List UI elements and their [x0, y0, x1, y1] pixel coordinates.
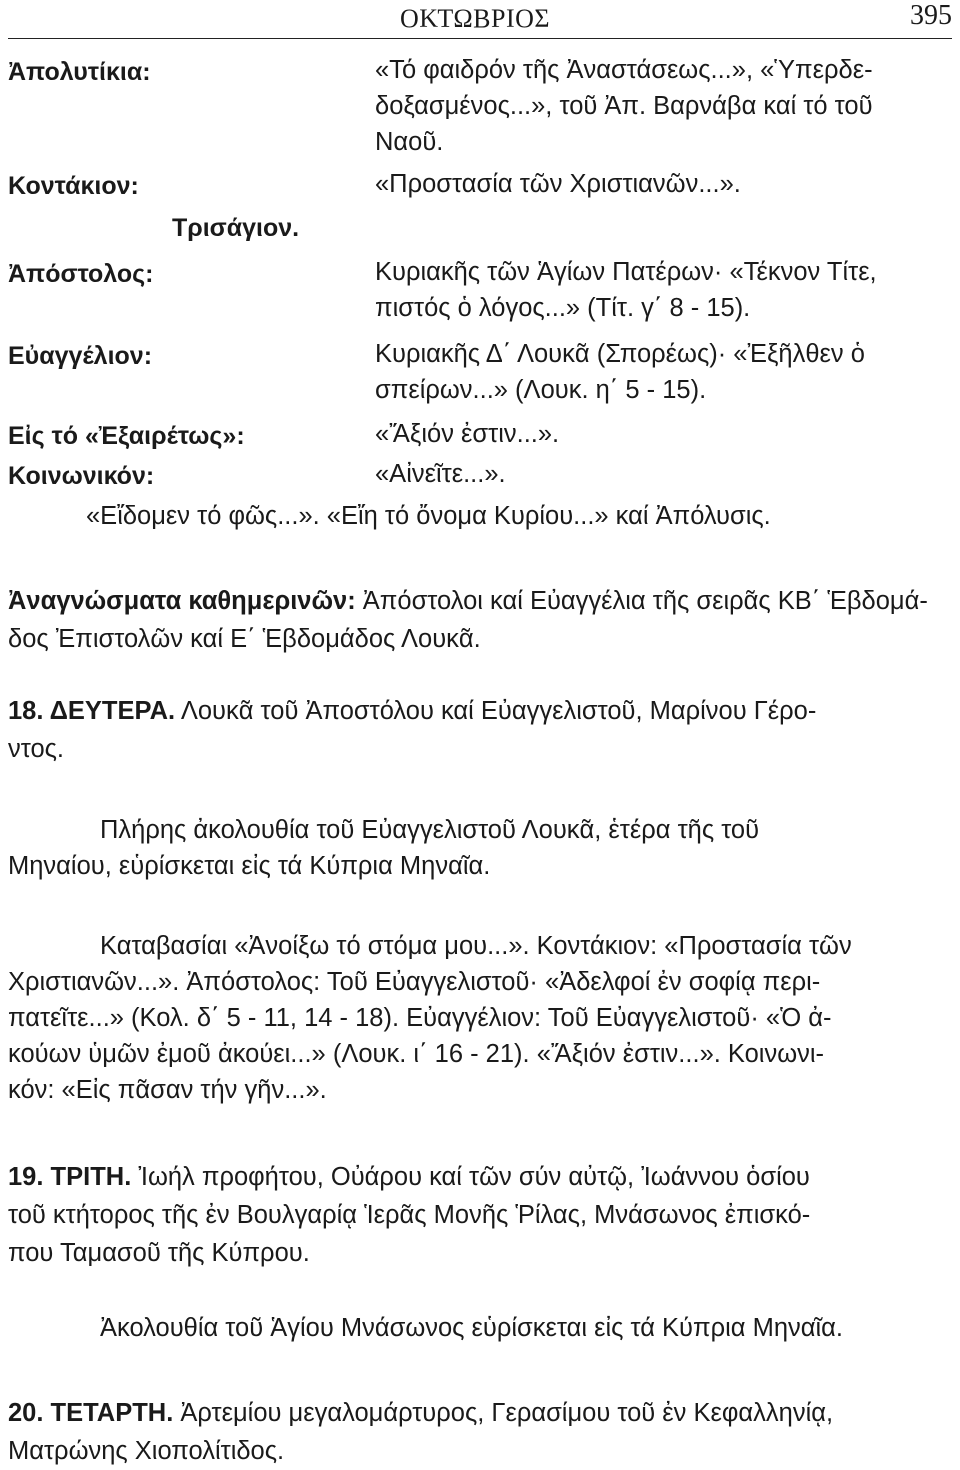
day-18-note-line-1: Πλήρης ἀκολουθία τοῦ Εὐαγγελιστοῦ Λουκᾶ, ἑτέρα τῆς τοῦ [100, 816, 760, 844]
readings-lead: Ἀναγνώσματα καθημερινῶν: [8, 587, 356, 615]
day-18-line-1: Λουκᾶ τοῦ Ἀποστόλου καί Εὐαγγελιστοῦ, Μαρίνου Γέρο- [175, 697, 817, 725]
day-18-katavasiai-line-4: κούων ὑμῶν ἐμοῦ ἀκούει...» (Λουκ. ι΄ 16 - 21). «Ἄξιόν ἐστιν...». Κοινωνι- [8, 1040, 825, 1068]
weekday-readings-paragraph [8, 582, 952, 658]
day-19-line-2: τοῦ κτήτορος τῆς ἐν Βουλγαρίᾳ Ἱερᾶς Μονῆς Ῥίλας, Μνάσωνος ἐπισκό- [8, 1201, 811, 1229]
closing-line: «Εἴδομεν τό φῶς...». «Εἴη τό ὄνομα Κυρίου...» καί Ἀπόλυσις. [86, 502, 771, 530]
day-18-line-2: ντος. [8, 735, 65, 763]
day-18-katavasiai-line-5: κόν: «Εἰς πᾶσαν τήν γῆν...». [8, 1076, 327, 1104]
day-19-note: Ἀκολουθία τοῦ Ἁγίου Μνάσωνος εὑρίσκεται εἰς τά Κύπρια Μηναῖα. [100, 1314, 843, 1342]
apolytikia-line-1: «Τό φαιδρόν τῆς Ἀναστάσεως...», «Ὑπερδε- [375, 56, 873, 84]
day-18-katavasiai-line-1: Καταβασίαι «Ἀνοίξω τό στόμα μου...». Κοντάκιον: «Προστασία τῶν [100, 932, 852, 960]
apolytikia-label: Ἀπολυτίκια: [8, 58, 151, 86]
day-20-line-2: Ματρώνης Χιοπολίτιδος. [8, 1437, 285, 1465]
evangelion-line-2: σπείρων...» (Λουκ. η΄ 5 - 15). [375, 376, 707, 404]
readings-line-2: δος Ἐπιστολῶν καί Ε΄ Ἑβδομάδος Λουκᾶ. [8, 625, 481, 653]
evangelion-label: Εὐαγγέλιον: [8, 342, 153, 370]
readings-line-1: Ἀπόστολοι καί Εὐαγγέλια τῆς σειρᾶς ΚΒ΄ Ἑβδομά- [355, 587, 928, 615]
day-19-heading: 19. ΤΡΙΤΗ. [8, 1163, 132, 1191]
apostolos-line-1: Κυριακῆς τῶν Ἁγίων Πατέρων· «Τέκνον Τίτε, [375, 258, 877, 286]
apolytikia-line-2: δοξασμένος...», τοῦ Ἀπ. Βαρνάβα καί τό τοῦ [375, 92, 873, 120]
running-header-month: ΟΚΤΩΒΡΙΟΣ [400, 4, 551, 33]
day-19-line-3: που Ταμασοῦ τῆς Κύπρου. [8, 1239, 310, 1267]
day-20-line-1: Ἀρτεμίου μεγαλομάρτυρος, Γερασίμου τοῦ ἐν Κεφαλληνίᾳ, [173, 1399, 834, 1427]
day-18-entry [8, 692, 952, 768]
day-18-katavasiai-line-3: πατεῖτε...» (Κολ. δ΄ 5 - 11, 14 - 18). Εὐαγγέλιον: Τοῦ Εὐαγγελιστοῦ· «Ὁ ἀ- [8, 1004, 832, 1032]
apostolos-line-2: πιστός ὁ λόγος...» (Τίτ. γ΄ 8 - 15). [375, 294, 751, 322]
exairetos-label: Εἰς τό «Ἐξαιρέτως»: [8, 422, 245, 450]
day-19-entry [8, 1158, 952, 1272]
day-18-note-line-2: Μηναίου, εὑρίσκεται εἰς τά Κύπρια Μηναῖα. [8, 852, 491, 880]
evangelion-line-1: Κυριακῆς Δ΄ Λουκᾶ (Σπορέως)· «Ἐξῆλθεν ὁ [375, 340, 865, 368]
day-18-heading: 18. ΔΕΥΤΕΡΑ. [8, 697, 176, 725]
apolytikia-line-3: Ναοῦ. [375, 128, 444, 156]
apostolos-label: Ἀπόστολος: [8, 260, 154, 288]
exairetos-text: «Ἄξιόν ἐστιν...». [375, 420, 560, 448]
kontakion-label: Κοντάκιον: [8, 172, 139, 200]
koinonikon-label: Κοινωνικόν: [8, 462, 155, 490]
trisagion-label: Τρισάγιον. [172, 214, 300, 242]
page-number: 395 [910, 0, 952, 31]
kontakion-text: «Προστασία τῶν Χριστιανῶν...». [375, 170, 741, 198]
day-20-heading: 20. ΤΕΤΑΡΤΗ. [8, 1399, 174, 1427]
day-19-line-1: Ἰωήλ προφήτου, Οὐάρου καί τῶν σύν αὐτῷ, Ἰωάννου ὁσίου [131, 1163, 810, 1191]
header-rule [8, 38, 952, 39]
day-18-katavasiai-line-2: Χριστιανῶν...». Ἀπόστολος: Τοῦ Εὐαγγελιστοῦ· «Ἀδελφοί ἐν σοφίᾳ περι- [8, 968, 821, 996]
koinonikon-text: «Αἰνεῖτε...». [375, 460, 506, 488]
day-20-entry [8, 1394, 952, 1470]
